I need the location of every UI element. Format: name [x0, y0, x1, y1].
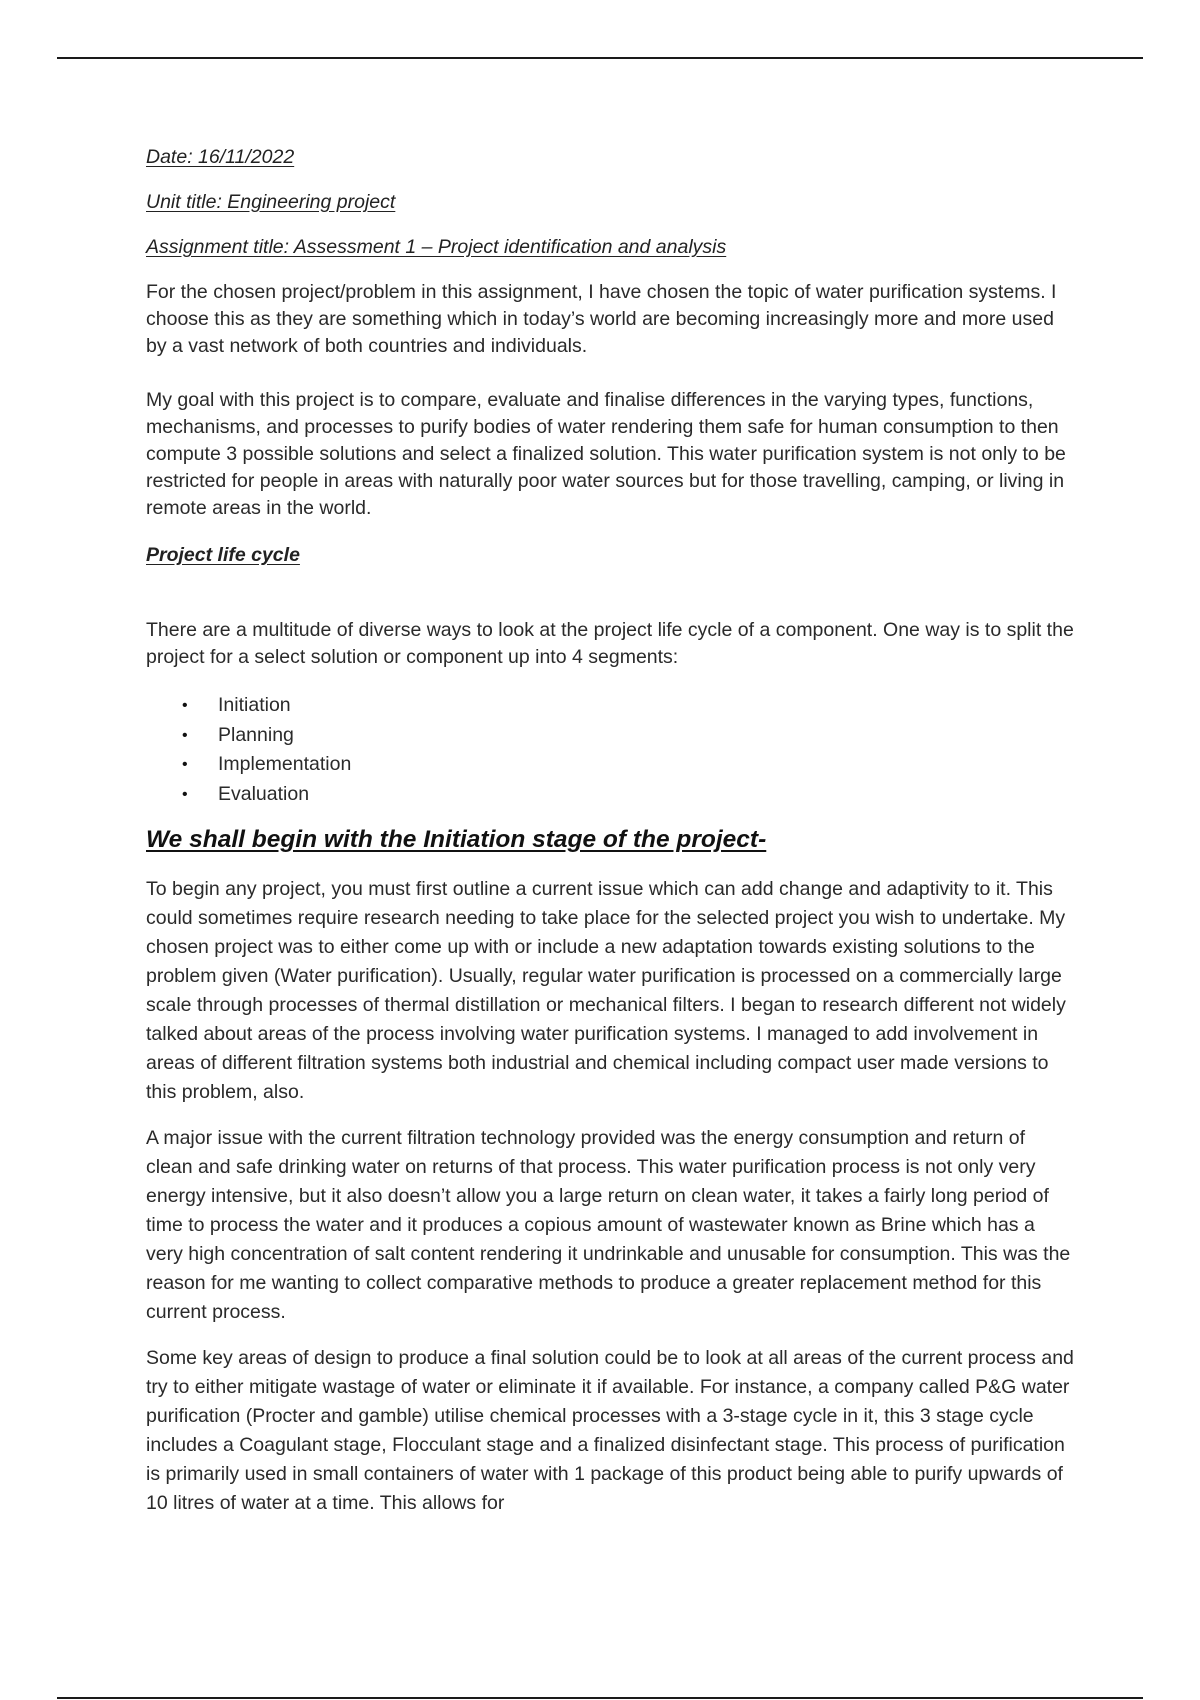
- initiation-paragraph-1: To begin any project, you must first outline a current issue which can add change and adaptivity to it. This could sometimes require research needing to take place for the selected project you wish to undertake. My chosen project was to either come up with or include a new adaptation towards existing solutions to the problem given (Water purification). Usually, regular water purification is processed on a commercially large scale through processes of thermal distillation or mechanical filters. I began to research different not widely talked about areas of the process involving water purification systems. I managed to add involvement in areas of different filtration systems both industrial and chemical including compact user made versions to this problem, also.: [146, 878, 1066, 1103]
- list-item: [146, 780, 1076, 810]
- stage-label: Implementation: [218, 753, 352, 775]
- life-cycle-paragraph: There are a multitude of diverse ways to look at the project life cycle of a component. One way is to split the project for a select solution or component up into 4 segments:: [146, 619, 1074, 668]
- bullet-icon: •: [182, 697, 188, 714]
- intro-paragraph-2: My goal with this project is to compare, evaluate and finalise differences in the varying types, functions, mechanisms, and processes to purify bodies of water rendering them safe for human consumption to then compute 3 possible solutions and select a finalized solution. This water purification system is not only to be restricted for people in areas with naturally poor water sources but for those travelling, camping, or living in remote areas in the world.: [146, 389, 1066, 519]
- date-line: Date: 16/11/2022: [146, 146, 295, 168]
- header-rule: [57, 57, 1143, 59]
- life-cycle-stage-list: [146, 691, 1076, 809]
- initiation-paragraph-3: Some key areas of design to produce a final solution could be to look at all areas of the current process and try to either mitigate wastage of water or eliminate it if available. For instance, a company called P&G water purification (Procter and gamble) utilise chemical processes with a 3-stage cycle in it, this 3 stage cycle includes a Coagulant stage, Flocculant stage and a finalized disinfectant stage. This process of purification is primarily used in small containers of water with 1 package of this product being able to purify upwards of 10 litres of water at a time. This allows for: [146, 1347, 1074, 1514]
- list-item: [146, 691, 1076, 721]
- stage-label: Initiation: [218, 694, 291, 716]
- initiation-paragraph-2: A major issue with the current filtration technology provided was the energy consumption and return of clean and safe drinking water on returns of that process. This water purification process is not only very energy intensive, but it also doesn’t allow you a large return on clean water, it takes a fairly long period of time to process the water and it produces a copious amount of wastewater known as Brine which has a very high concentration of salt content rendering it undrinkable and unusable for consumption. This was the reason for me wanting to collect comparative methods to produce a greater replacement method for this current process.: [146, 1127, 1071, 1323]
- bullet-icon: •: [182, 756, 188, 773]
- initiation-section: [146, 875, 1076, 1518]
- assignment-title: Assignment title: Assessment 1 – Project identification and analysis: [146, 236, 727, 258]
- list-item: [146, 750, 1076, 780]
- document-body: [146, 144, 1076, 1535]
- stage-label: Evaluation: [218, 782, 310, 805]
- stage-label: Planning: [218, 723, 294, 746]
- life-cycle-heading: Project life cycle: [146, 544, 300, 566]
- initiation-heading: We shall begin with the Initiation stage of the project-: [146, 826, 767, 853]
- unit-title: Unit title: Engineering project: [146, 191, 396, 213]
- bullet-icon: •: [182, 726, 188, 744]
- bullet-icon: •: [182, 785, 188, 803]
- footer-rule: [57, 1697, 1143, 1699]
- list-item: [146, 721, 1076, 751]
- intro-paragraph-1: For the chosen project/problem in this assignment, I have chosen the topic of water purification systems. I choose this as they are something which in today’s world are becoming increasingly more and more used by a vast network of both countries and individuals.: [146, 281, 1057, 357]
